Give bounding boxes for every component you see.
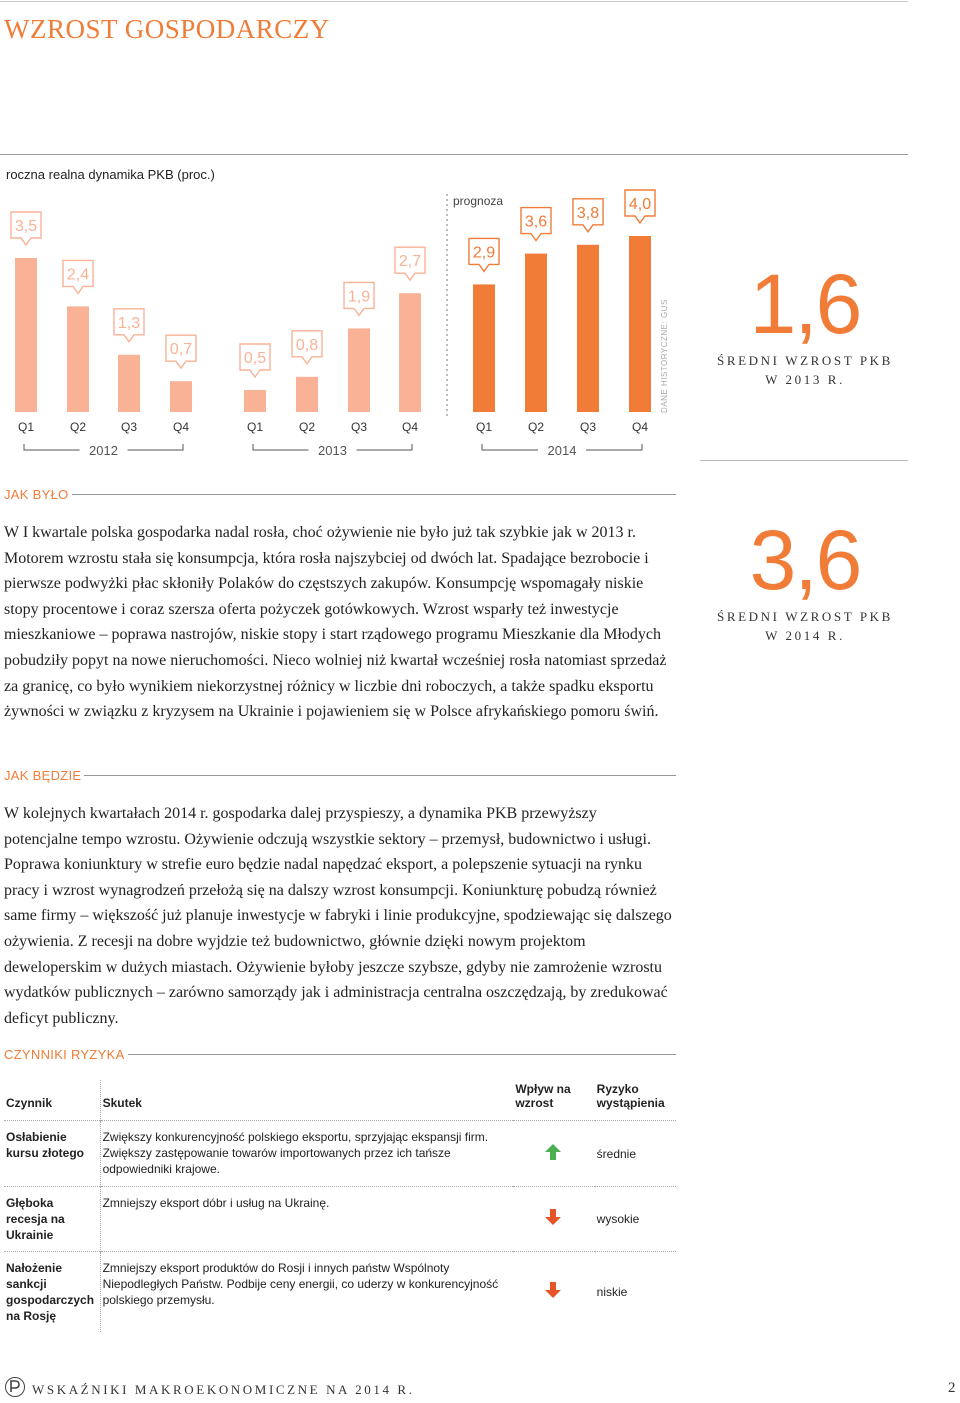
bar: [296, 377, 318, 412]
col-factor-header: Czynnik: [4, 1080, 100, 1121]
kpi-caption-2014: [705, 607, 905, 645]
risk-factor: Osłabienie kursu złotego: [4, 1121, 100, 1187]
bar: [473, 284, 495, 412]
x-tick-label: Q1: [475, 420, 493, 434]
risk-effect: Zmniejszy eksport dóbr i usług na Ukrainę.: [100, 1187, 513, 1252]
x-tick-label: Q4: [172, 420, 190, 434]
year-label: 2012: [89, 443, 118, 458]
kpi-caption-2013: [705, 351, 905, 389]
section-heading-was: JAK BYŁO: [4, 487, 69, 502]
bar: [67, 306, 89, 412]
gdp-bar-chart: [0, 180, 700, 470]
section-heading-risk: CZYNNIKI RYZYKA: [4, 1047, 125, 1062]
down-arrow-icon: [543, 1207, 563, 1227]
table-row: [4, 1187, 676, 1252]
bar-value-label: 3,8: [576, 204, 600, 222]
year-label: 2013: [318, 443, 347, 458]
chart-title: roczna realna dynamika PKB (proc.): [6, 167, 215, 182]
bar: [348, 328, 370, 412]
kpi-caption-line1: ŚREDNI WZROST PKB: [717, 609, 893, 624]
section-heading-will: JAK BĘDZIE: [4, 768, 82, 783]
year-label: 2014: [547, 443, 577, 458]
bar: [170, 381, 192, 412]
risk-level: średnie: [595, 1121, 676, 1187]
bar-value-label: 3,6: [524, 213, 548, 231]
risk-factor: Głęboka recesja na Ukrainie: [4, 1187, 100, 1252]
risk-factor: Nałożenie sankcji gospodarczych na Rosję: [4, 1252, 100, 1333]
bar-value-label: 0,5: [243, 350, 267, 367]
bar: [525, 254, 547, 412]
bar: [15, 258, 37, 412]
x-tick-label: Q3: [120, 420, 138, 434]
col-risk-header: Ryzyko wystąpienia: [596, 1082, 665, 1110]
kpi-value-2013: 1,6: [749, 257, 861, 351]
page-number: 2: [948, 1380, 956, 1396]
table-row: [4, 1121, 676, 1187]
col-effect-header: Skutek: [102, 1096, 142, 1110]
risk-effect: Zwiększy konkurencyjność polskiego eksportu, sprzyjając ekspansji firm. Zwiększy zastępowanie towarów importowanych przez ich tańsze odpowiedniki krajowe.: [100, 1121, 513, 1187]
x-tick-label: Q3: [579, 420, 597, 434]
bar: [629, 236, 651, 412]
x-tick-label: Q1: [17, 420, 35, 434]
risk-level: niskie: [595, 1252, 676, 1333]
section-text-was: W I kwartale polska gospodarka nadal rosła, choć ożywienie nie było już tak szybkie jak w 2013 r. Motorem wzrostu stała się konsumpcja, która rosła najszybciej od dwóch lat. Spadające bezrobocie i pierwsze podwyżki płac skłoniły Polaków do częstszych zakupów. Konsumpcję wspomagały niskie stopy procentowe i coraz szersza oferta pożyczek gotówkowych. Wzrost wsparły też inwestycje mieszkaniowe – poprawa nastrojów, niskie stopy i start rządowego programu Mieszkanie dla Młodych pobudziły popyt na nowe nieruchomości. Nieco wolniej niż kwartał wcześniej rosła natomiast sprzedaż za granicę, co było wynikiem niekorzystnej różnicy w liczbie dni roboczych, a także spadku eksportu żywności w związku z kryzysem na Ukrainie i pojawieniem się w Polsce afrykańskiego pomoru świń.: [4, 524, 667, 721]
page-title: WZROST GOSPODARCZY: [4, 14, 330, 44]
bar-value-label: 1,9: [347, 288, 371, 306]
up-arrow-icon: [543, 1142, 563, 1162]
x-tick-label: Q4: [401, 420, 419, 434]
bar-value-label: 3,5: [14, 218, 38, 235]
forecast-label: prognoza: [453, 194, 504, 208]
x-tick-label: Q3: [350, 420, 368, 434]
kpi-value-2014: 3,6: [749, 513, 861, 607]
x-tick-label: Q2: [298, 420, 316, 434]
x-tick-label: Q1: [246, 420, 264, 434]
risk-level: wysokie: [595, 1187, 676, 1252]
table-row: [4, 1252, 676, 1333]
bar-value-label: 2,7: [398, 253, 422, 271]
kpi-caption-line1: ŚREDNI WZROST PKB: [717, 353, 893, 368]
col-impact-header: Wpływ na wzrost: [515, 1082, 571, 1110]
kpi-caption-line2: W 2013 R.: [765, 372, 845, 387]
publisher-logo: [5, 1377, 25, 1397]
bar-value-label: 2,9: [472, 244, 496, 262]
bar-value-label: 4,0: [628, 196, 652, 213]
x-tick-label: Q4: [631, 420, 649, 434]
bar: [118, 355, 140, 412]
x-tick-label: Q2: [527, 420, 545, 434]
risk-table-header: [4, 1080, 676, 1121]
footer-text: WSKAŹNIKI MAKROEKONOMICZNE NA 2014 R.: [32, 1382, 415, 1397]
section-text-will: W kolejnych kwartałach 2014 r. gospodarka dalej przyspieszy, a dynamika PKB przewyższy potencjalne tempo wzrostu. Ożywienie odczują wszystkie sektory – przemysł, budownictwo i usługi. Poprawa koniunktury w strefie euro będzie nadal napędzać eksport, a polepszenie sytuacji na rynku pracy i wzrost wynagrodzeń przełożą się na dalszy wzrost konsumpcji. Koniunkturę pobudzą również same firmy – większość już planuje inwestycje w fabryki i linie produkcyjne, spodziewając się dalszego ożywienia. Z recesji na dobre wyjdzie też budownictwo, głównie dzięki nowym projektom deweloperskim w dużych miastach. Ożywienie byłoby jeszcze szybsze, gdyby nie zamrożenie wzrostu wydatków publicznych – zarówno samorządy jak i administracja centralna oszczędzają, by zredukować deficyt publiczny.: [4, 805, 672, 1027]
risk-effect: Zmniejszy eksport produktów do Rosji i innych państw Wspólnoty Niepodległych Państw. Podbije ceny energii, co uderzy w konkurencyjność polskiego przemysłu.: [100, 1252, 513, 1333]
x-tick-label: Q2: [69, 420, 87, 434]
bar-value-label: 0,8: [295, 336, 319, 354]
risk-table: [4, 1080, 676, 1332]
bar-value-label: 1,3: [117, 314, 141, 332]
bar-value-label: 2,4: [66, 266, 90, 284]
bar: [577, 245, 599, 412]
bar: [244, 390, 266, 412]
bar: [399, 293, 421, 412]
down-arrow-icon: [543, 1280, 563, 1300]
source-label: DANE HISTORYCZNE: GUS: [660, 299, 669, 413]
kpi-caption-line2: W 2014 R.: [765, 628, 845, 643]
bar-value-label: 0,7: [169, 341, 193, 359]
logo-mark-icon: [6, 1378, 23, 1395]
